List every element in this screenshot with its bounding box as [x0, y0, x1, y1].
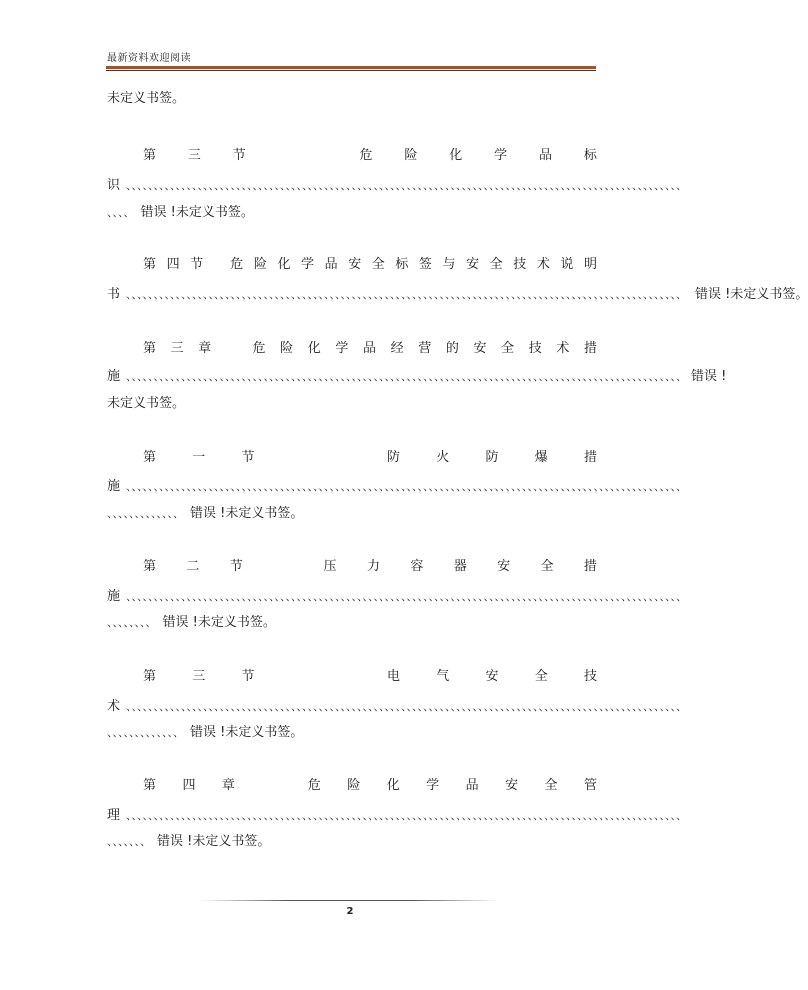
toc-entry-error: 、、、、、、、 错误 !未定义书签。	[107, 834, 271, 849]
toc-entry-error: 、、、、 错误 !未定义书签。	[107, 205, 254, 220]
running-header: 最新资料欢迎阅读	[107, 53, 191, 64]
header-rule-accent	[106, 66, 596, 69]
toc-entry-error: 未定义书签。	[107, 396, 186, 411]
toc-entry-title[interactable]: 第 四 章 危 险 化 学 品 安 全 管	[143, 778, 597, 793]
toc-entry-leader: 施 、、、、、、、、、、、、、、、、、、、、、、、、、、、、、、、、、、、、、、、、、、、、、、、、、、、、、、、、、、、、、、、、、、、、、、、、、、、、、、、、、、、、、、、、、、、、、、、、、、、、、 错误 !	[107, 369, 727, 384]
footer-rule	[200, 900, 500, 901]
toc-entry-error: 、、、、、、、、 错误 !未定义书签。	[107, 615, 276, 630]
header-rule	[106, 70, 596, 71]
toc-entry-leader: 施 、、、、、、、、、、、、、、、、、、、、、、、、、、、、、、、、、、、、、、、、、、、、、、、、、、、、、、、、、、、、、、、、、、、、、、、、、、、、、、、、、、、、、、、、、、、、、、、、、、、、、	[107, 479, 688, 494]
toc-entry-leader: 术 、、、、、、、、、、、、、、、、、、、、、、、、、、、、、、、、、、、、、、、、、、、、、、、、、、、、、、、、、、、、、、、、、、、、、、、、、、、、、、、、、、、、、、、、、、、、、、、、、、、、、	[107, 699, 688, 714]
toc-entry-title[interactable]: 第 三 节 危 险 化 学 品 标	[143, 148, 597, 163]
toc-fragment: 未定义书签。	[107, 91, 186, 106]
toc-entry-leader: 施 、、、、、、、、、、、、、、、、、、、、、、、、、、、、、、、、、、、、、、、、、、、、、、、、、、、、、、、、、、、、、、、、、、、、、、、、、、、、、、、、、、、、、、、、、、、、、、、、、、、、、	[107, 589, 688, 604]
toc-entry-title[interactable]: 第 三 节 电 气 安 全 技	[143, 669, 597, 684]
toc-entry-leader: 书 、、、、、、、、、、、、、、、、、、、、、、、、、、、、、、、、、、、、、、、、、、、、、、、、、、、、、、、、、、、、、、、、、、、、、、、、、、、、、、、、、、、、、、、、、、、、、、、、、、、、、 错误 !未定义书签。	[107, 287, 808, 302]
toc-entry-error: 、、、、、、、、、、、、、 错误 !未定义书签。	[107, 725, 304, 740]
toc-entry-error: 、、、、、、、、、、、、、 错误 !未定义书签。	[107, 506, 304, 521]
toc-entry-title[interactable]: 第 四 节 危 险 化 学 品 安 全 标 签 与 安 全 技 术 说 明	[143, 257, 597, 272]
toc-entry-title[interactable]: 第 一 节 防 火 防 爆 措	[143, 450, 597, 465]
toc-entry-leader: 理 、、、、、、、、、、、、、、、、、、、、、、、、、、、、、、、、、、、、、、、、、、、、、、、、、、、、、、、、、、、、、、、、、、、、、、、、、、、、、、、、、、、、、、、、、、、、、、、、、、、、、	[107, 808, 688, 823]
toc-entry-leader: 识 、、、、、、、、、、、、、、、、、、、、、、、、、、、、、、、、、、、、、、、、、、、、、、、、、、、、、、、、、、、、、、、、、、、、、、、、、、、、、、、、、、、、、、、、、、、、、、、、、、、、、	[107, 178, 688, 193]
toc-entry-title[interactable]: 第 二 节 压 力 容 器 安 全 措	[143, 559, 597, 574]
page-number: 2	[346, 906, 354, 917]
toc-entry-title[interactable]: 第 三 章 危 险 化 学 品 经 营 的 安 全 技 术 措	[143, 341, 597, 356]
